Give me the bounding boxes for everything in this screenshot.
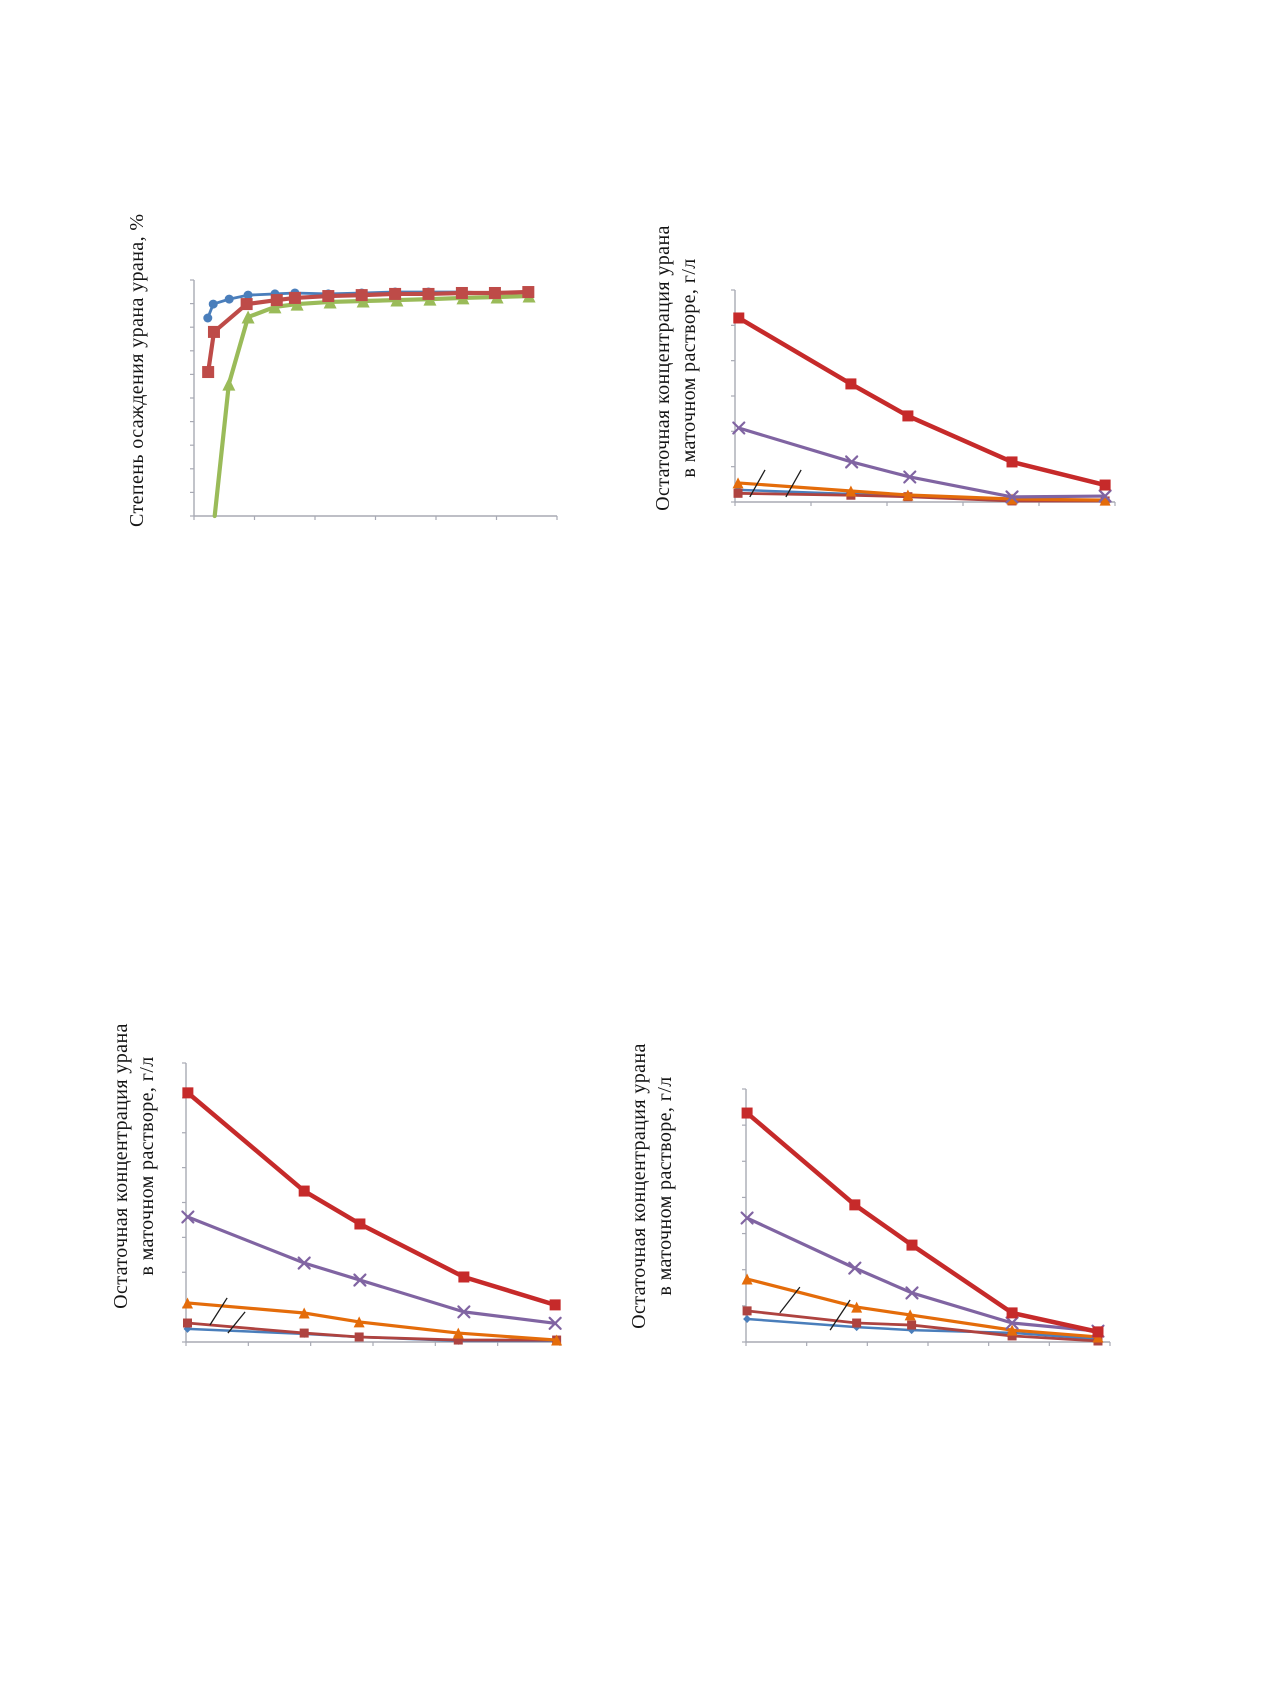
y-axis-label (650, 213, 702, 523)
y-axis-label-line1: Остаточная концентрация урана (110, 1023, 132, 1309)
y-axis-label-line2: в маточном растворе, г/л (136, 1056, 158, 1276)
precipitation-degree-plot (186, 268, 567, 522)
y-axis-label-line1: Остаточная концентрация урана (628, 1043, 650, 1329)
y-axis-label-line1: Остаточная концентрация урана (652, 225, 674, 511)
residual-concentration-plot-top (727, 278, 1125, 508)
y-axis-label-line2: в маточном растворе, г/л (678, 258, 700, 478)
residual-concentration-plot-bottom-right (738, 1077, 1120, 1348)
y-axis-label-line2: в маточном растворе, г/л (654, 1076, 676, 1296)
y-axis-label (626, 1011, 678, 1361)
y-axis-label (108, 991, 160, 1341)
residual-concentration-plot-bottom-left (178, 1051, 570, 1348)
y-axis-label-line: Степень осаждения урана урана, % (126, 213, 148, 527)
y-axis-label (124, 213, 150, 527)
